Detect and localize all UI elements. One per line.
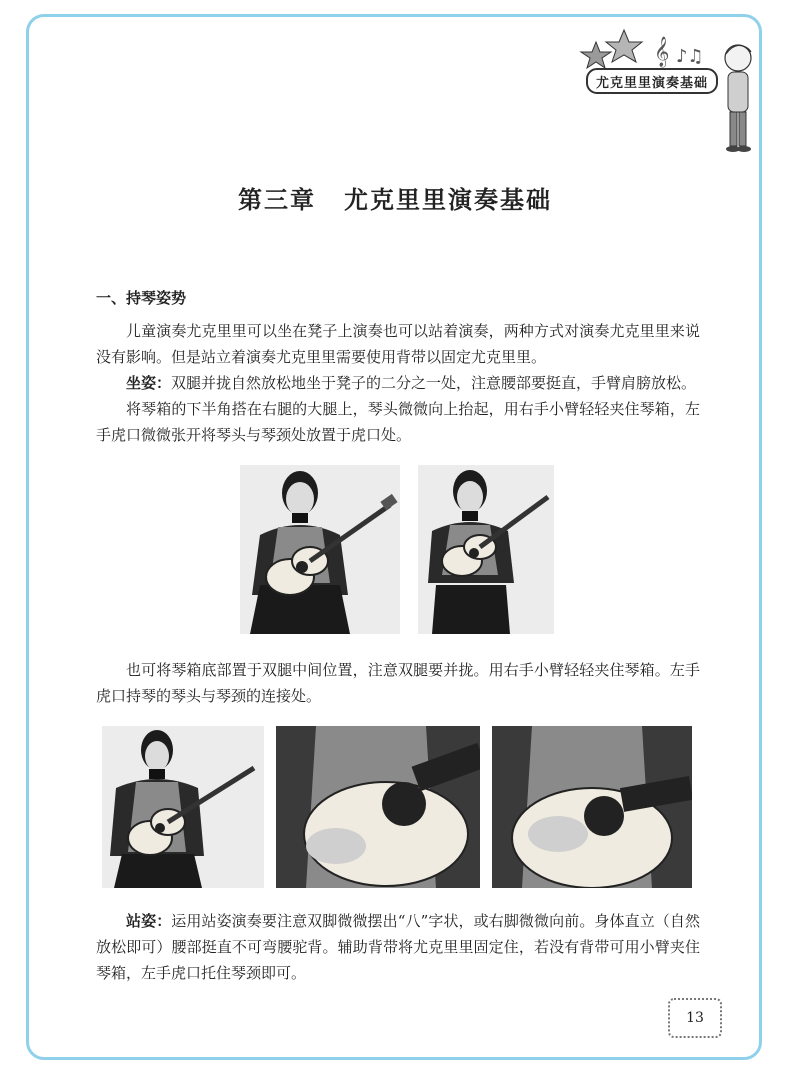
page-number: 13 (668, 998, 722, 1038)
paragraph-standing (96, 908, 700, 986)
paragraph-alt-sitting: 也可将琴箱底部置于双腿中间位置，注意双腿要并拢。用右手小臂轻轻夹住琴箱。左手虎口持琴的琴头与琴颈的连接处。 (96, 661, 700, 705)
header-chapter-tag: 尤克里里演奏基础 (586, 68, 718, 94)
music-note-icon: ♪♫ (676, 46, 704, 67)
photo-standing-closeup-1 (276, 726, 480, 888)
paragraph-sitting (96, 370, 700, 396)
photo-sitting-1 (240, 465, 400, 634)
treble-clef-icon: 𝄞 (654, 37, 670, 67)
star-icon (581, 42, 611, 68)
chapter-name: 尤克里里演奏基础 (344, 186, 552, 214)
photo-standing-full (102, 726, 264, 888)
section-heading: 一、持琴姿势 (96, 289, 187, 307)
sitting-label: 坐姿： (126, 374, 172, 392)
chapter-number: 第三章 (238, 186, 316, 214)
standing-label: 站姿： (126, 912, 172, 930)
star-icon (606, 30, 642, 62)
photo-standing-closeup-2 (492, 726, 692, 888)
chapter-title (0, 180, 790, 215)
paragraph-sitting-detail: 将琴箱的下半角搭在右腿的大腿上，琴头微微向上抬起，用右手小臂轻轻夹住琴箱，左手虎口微微张开将琴头与琴颈处放置于虎口处。 (96, 400, 700, 444)
standing-text: 运用站姿演奏要注意双脚微微摆出“八”字状，或右脚微微向前。身体直立（自然放松即可）腰部挺直不可弯腰驼背。辅助背带将尤克里里固定住，若没有背带可用小臂夹住琴箱，左手虎口托住琴颈即可。 (96, 912, 700, 982)
sitting-text: 双腿并拢自然放松地坐于凳子的二分之一处，注意腰部要挺直，手臂肩膀放松。 (171, 374, 697, 392)
photo-sitting-2 (418, 465, 554, 634)
paragraph-intro: 儿童演奏尤克里里可以坐在凳子上演奏也可以站着演奏，两种方式对演奏尤克里里来说没有影响。但是站立着演奏尤克里里需要使用背带以固定尤克里里。 (96, 322, 700, 366)
child-body-icon (728, 72, 748, 112)
